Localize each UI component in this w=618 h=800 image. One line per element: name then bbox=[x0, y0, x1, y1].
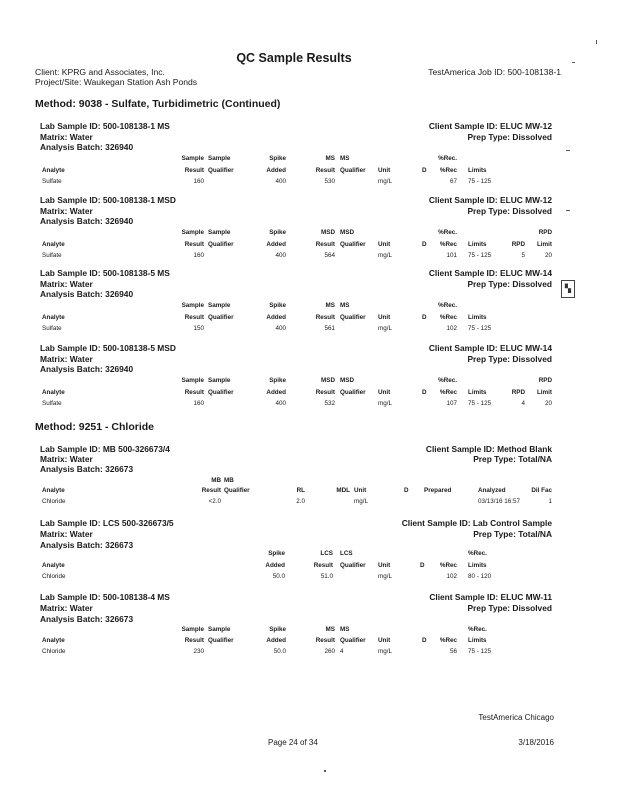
client-name: Client: KPRG and Associates, Inc. bbox=[35, 67, 165, 77]
table-cell: 400 bbox=[275, 252, 286, 259]
lab-sample-id: Lab Sample ID: 500-108138-4 MS bbox=[40, 592, 170, 602]
col-header: Spike bbox=[269, 155, 286, 162]
col-header: Analyte bbox=[42, 241, 65, 248]
scan-speck bbox=[566, 210, 570, 211]
col-header: Qualifier bbox=[208, 637, 234, 644]
col-header: Added bbox=[266, 389, 286, 396]
lab-sample-id: Lab Sample ID: LCS 500-326673/5 bbox=[40, 518, 174, 528]
spike-cell: 50.0 bbox=[272, 573, 285, 580]
table-cell: 102 bbox=[446, 325, 457, 332]
col-header: MS bbox=[325, 626, 335, 633]
rl-cell: 2.0 bbox=[296, 498, 305, 505]
table-cell: Sulfate bbox=[42, 400, 62, 407]
col-header: Unit bbox=[378, 389, 391, 396]
col-header: Limits bbox=[468, 241, 487, 248]
table-cell: mg/L bbox=[378, 400, 392, 407]
col-header: Qualifier bbox=[340, 314, 366, 321]
col-header: Unit bbox=[378, 241, 391, 248]
method-heading-sulfate: Method: 9038 - Sulfate, Turbidimetric (Continued) bbox=[35, 98, 281, 110]
col-header: Analyte bbox=[42, 637, 65, 644]
col-header: MB bbox=[211, 477, 221, 484]
table-cell: 400 bbox=[275, 400, 286, 407]
col-header: Limits bbox=[468, 314, 487, 321]
col-header: Sample bbox=[181, 626, 204, 633]
scan-speck bbox=[324, 770, 326, 772]
table-cell: 107 bbox=[446, 400, 457, 407]
col-header: Qualifier bbox=[208, 241, 234, 248]
footer-page-number: Page 24 of 34 bbox=[268, 738, 318, 747]
col-header: Limits bbox=[468, 167, 487, 174]
result-cell: <2.0 bbox=[208, 498, 221, 505]
unit-cell: mg/L bbox=[378, 573, 392, 580]
qualifier-cell: 4 bbox=[340, 648, 344, 655]
col-header: %Rec bbox=[439, 389, 457, 396]
table-cell: 160 bbox=[193, 178, 204, 185]
table-cell: 75 - 125 bbox=[468, 252, 492, 259]
col-header: RPD bbox=[511, 241, 525, 248]
col-header: Spike bbox=[268, 550, 285, 557]
col-header: Limit bbox=[536, 389, 552, 396]
col-header: Added bbox=[266, 167, 286, 174]
rec-cell: 56 bbox=[449, 648, 457, 655]
dilfac-cell: 1 bbox=[548, 498, 552, 505]
col-header: RL bbox=[296, 487, 305, 494]
col-header: MSD bbox=[321, 229, 335, 236]
col-header: MSD bbox=[340, 377, 354, 384]
col-header: RPD bbox=[538, 229, 552, 236]
limits-cell: 80 - 120 bbox=[468, 573, 492, 580]
col-header: MB bbox=[224, 477, 234, 484]
col-header: Sample bbox=[181, 302, 204, 309]
col-header: Added bbox=[266, 241, 286, 248]
lab-sample-id: Lab Sample ID: 500-108138-1 MS bbox=[40, 121, 170, 131]
col-header: %Rec. bbox=[438, 229, 457, 236]
margin-tab-icon: ▚ bbox=[561, 280, 575, 298]
col-header: Added bbox=[266, 637, 286, 644]
lab-sample-id: Lab Sample ID: 500-108138-5 MSD bbox=[40, 343, 176, 353]
col-header: RPD bbox=[511, 389, 525, 396]
col-header: Result bbox=[184, 637, 204, 644]
footer-lab-name: TestAmerica Chicago bbox=[478, 713, 554, 722]
table-cell: 4 bbox=[521, 400, 525, 407]
col-header: Sample bbox=[208, 626, 231, 633]
col-header: %Rec bbox=[439, 241, 457, 248]
col-header: %Rec. bbox=[468, 550, 487, 557]
col-header: Qualifier bbox=[208, 167, 234, 174]
col-header: Spike bbox=[269, 302, 286, 309]
unit-cell: mg/L bbox=[354, 498, 368, 505]
limits-cell: 75 - 125 bbox=[468, 648, 492, 655]
table-cell: 67 bbox=[449, 178, 457, 185]
col-header: Result bbox=[184, 241, 204, 248]
lab-sample-id: Lab Sample ID: 500-108138-5 MS bbox=[40, 268, 170, 278]
col-header: Analyte bbox=[42, 562, 65, 569]
col-header: Unit bbox=[378, 562, 391, 569]
col-header: Analyte bbox=[42, 314, 65, 321]
lab-sample-id: Lab Sample ID: 500-108138-1 MSD bbox=[40, 195, 176, 205]
col-header: Qualifier bbox=[224, 487, 250, 494]
sample-result-cell: 230 bbox=[193, 648, 204, 655]
analyte-cell: Chloride bbox=[42, 573, 66, 580]
table-cell: Sulfate bbox=[42, 178, 62, 185]
col-header: Result bbox=[315, 241, 335, 248]
col-header: MSD bbox=[340, 229, 354, 236]
client-sample-id: Client Sample ID: ELUC MW-12 bbox=[428, 195, 552, 205]
col-header: Sample bbox=[208, 377, 231, 384]
col-header: Unit bbox=[378, 314, 391, 321]
matrix: Matrix: Water bbox=[40, 603, 93, 613]
col-header: Result bbox=[184, 389, 204, 396]
spike-cell: 50.0 bbox=[273, 648, 286, 655]
col-header: Qualifier bbox=[208, 314, 234, 321]
col-header: %Rec. bbox=[438, 377, 457, 384]
client-sample-id: Client Sample ID: Lab Control Sample bbox=[401, 518, 552, 528]
analysis-batch: Analysis Batch: 326940 bbox=[40, 364, 134, 374]
analysis-batch: Analysis Batch: 326673 bbox=[40, 464, 134, 474]
col-header: Analyte bbox=[42, 487, 65, 494]
col-header: Dil Fac bbox=[531, 487, 552, 494]
col-header: Result bbox=[201, 487, 221, 494]
table-cell: 160 bbox=[193, 400, 204, 407]
unit-cell: mg/L bbox=[378, 648, 392, 655]
page-title: QC Sample Results bbox=[236, 51, 352, 65]
col-header: MSD bbox=[321, 377, 335, 384]
method-heading-chloride: Method: 9251 - Chloride bbox=[35, 421, 155, 433]
client-sample-id: Client Sample ID: ELUC MW-14 bbox=[428, 268, 552, 278]
prep-type: Prep Type: Total/NA bbox=[473, 454, 552, 464]
col-header: Sample bbox=[208, 229, 231, 236]
col-header: Spike bbox=[269, 626, 286, 633]
job-id: TestAmerica Job ID: 500-108138-1 bbox=[428, 67, 561, 77]
col-header: Qualifier bbox=[340, 562, 366, 569]
rec-cell: 102 bbox=[446, 573, 457, 580]
col-header: MS bbox=[325, 302, 335, 309]
col-header: Qualifier bbox=[340, 241, 366, 248]
col-header: RPD bbox=[538, 377, 552, 384]
col-header: Sample bbox=[181, 155, 204, 162]
col-header: Unit bbox=[354, 487, 367, 494]
col-header: %Rec bbox=[439, 167, 457, 174]
col-header: Qualifier bbox=[340, 637, 366, 644]
col-header: Prepared bbox=[424, 487, 452, 494]
prep-type: Prep Type: Dissolved bbox=[467, 206, 552, 216]
prep-type: Prep Type: Total/NA bbox=[473, 529, 552, 539]
col-header: Analyte bbox=[42, 389, 65, 396]
col-header: Result bbox=[315, 637, 335, 644]
col-header: D bbox=[422, 167, 427, 174]
result-cell: 260 bbox=[324, 648, 335, 655]
result-cell: 51.0 bbox=[320, 573, 333, 580]
table-cell: Sulfate bbox=[42, 252, 62, 259]
table-cell: mg/L bbox=[378, 178, 392, 185]
table-cell: 400 bbox=[275, 325, 286, 332]
analyzed-cell: 03/13/16 16:57 bbox=[478, 498, 521, 505]
table-cell: mg/L bbox=[378, 252, 392, 259]
col-header: D bbox=[404, 487, 409, 494]
col-header: D bbox=[422, 314, 427, 321]
col-header: D bbox=[422, 389, 427, 396]
col-header: Unit bbox=[378, 167, 391, 174]
col-header: MDL bbox=[336, 487, 350, 494]
analysis-batch: Analysis Batch: 326673 bbox=[40, 614, 134, 624]
col-header: Limit bbox=[536, 241, 552, 248]
col-header: MS bbox=[340, 626, 350, 633]
col-header: Result bbox=[315, 389, 335, 396]
table-cell: 561 bbox=[324, 325, 335, 332]
table-cell: Sulfate bbox=[42, 325, 62, 332]
col-header: Limits bbox=[468, 637, 487, 644]
matrix: Matrix: Water bbox=[40, 454, 93, 464]
col-header: Added bbox=[266, 314, 286, 321]
lab-sample-id: Lab Sample ID: MB 500-326673/4 bbox=[40, 444, 170, 454]
col-header: Qualifier bbox=[340, 389, 366, 396]
col-header: Limits bbox=[468, 389, 487, 396]
table-cell: 75 - 125 bbox=[468, 400, 492, 407]
col-header: MS bbox=[340, 302, 350, 309]
col-header: Result bbox=[184, 167, 204, 174]
col-header: Analyzed bbox=[478, 487, 506, 494]
col-header: %Rec bbox=[439, 562, 457, 569]
col-header: %Rec bbox=[439, 637, 457, 644]
col-header: Spike bbox=[269, 229, 286, 236]
col-header: Result bbox=[315, 167, 335, 174]
table-cell: 75 - 125 bbox=[468, 325, 492, 332]
table-cell: 530 bbox=[324, 178, 335, 185]
table-cell: mg/L bbox=[378, 325, 392, 332]
matrix: Matrix: Water bbox=[40, 354, 93, 364]
col-header: %Rec. bbox=[468, 626, 487, 633]
footer-date: 3/18/2016 bbox=[518, 738, 554, 747]
col-header: D bbox=[422, 637, 427, 644]
table-cell: 150 bbox=[193, 325, 204, 332]
col-header: Result bbox=[313, 562, 333, 569]
matrix: Matrix: Water bbox=[40, 206, 93, 216]
analysis-batch: Analysis Batch: 326940 bbox=[40, 289, 134, 299]
scan-speck bbox=[566, 150, 570, 151]
col-header: Sample bbox=[181, 377, 204, 384]
client-sample-id: Client Sample ID: ELUC MW-11 bbox=[429, 592, 552, 602]
col-header: Spike bbox=[269, 377, 286, 384]
col-header: Sample bbox=[181, 229, 204, 236]
analysis-batch: Analysis Batch: 326940 bbox=[40, 142, 134, 152]
prep-type: Prep Type: Dissolved bbox=[467, 354, 552, 364]
analyte-cell: Chloride bbox=[42, 648, 66, 655]
col-header: D bbox=[422, 241, 427, 248]
col-header: Added bbox=[265, 562, 285, 569]
table-cell: 160 bbox=[193, 252, 204, 259]
col-header: %Rec. bbox=[438, 155, 457, 162]
col-header: LCS bbox=[340, 550, 353, 557]
table-cell: 564 bbox=[324, 252, 335, 259]
project-site: Project/Site: Waukegan Station Ash Ponds bbox=[35, 77, 198, 87]
prep-type: Prep Type: Dissolved bbox=[467, 279, 552, 289]
col-header: MS bbox=[340, 155, 350, 162]
matrix: Matrix: Water bbox=[40, 132, 93, 142]
col-header: D bbox=[420, 562, 425, 569]
col-header: Qualifier bbox=[340, 167, 366, 174]
scan-speck bbox=[596, 40, 597, 44]
col-header: Sample bbox=[208, 302, 231, 309]
table-cell: 532 bbox=[324, 400, 335, 407]
prep-type: Prep Type: Dissolved bbox=[467, 603, 552, 613]
col-header: %Rec. bbox=[438, 302, 457, 309]
col-header: Unit bbox=[378, 637, 391, 644]
client-sample-id: Client Sample ID: ELUC MW-12 bbox=[428, 121, 552, 131]
analysis-batch: Analysis Batch: 326673 bbox=[40, 540, 134, 550]
table-cell: 101 bbox=[446, 252, 457, 259]
prep-type: Prep Type: Dissolved bbox=[467, 132, 552, 142]
matrix: Matrix: Water bbox=[40, 279, 93, 289]
analyte-cell: Chloride bbox=[42, 498, 66, 505]
client-sample-id: Client Sample ID: Method Blank bbox=[425, 444, 552, 454]
col-header: Result bbox=[315, 314, 335, 321]
matrix: Matrix: Water bbox=[40, 529, 93, 539]
col-header: LCS bbox=[320, 550, 333, 557]
col-header: Sample bbox=[208, 155, 231, 162]
analysis-batch: Analysis Batch: 326940 bbox=[40, 216, 134, 226]
col-header: Qualifier bbox=[208, 389, 234, 396]
col-header: Limits bbox=[468, 562, 487, 569]
col-header: Analyte bbox=[42, 167, 65, 174]
col-header: Result bbox=[184, 314, 204, 321]
col-header: %Rec bbox=[439, 314, 457, 321]
col-header: MS bbox=[325, 155, 335, 162]
table-cell: 75 - 125 bbox=[468, 178, 492, 185]
table-cell: 20 bbox=[544, 400, 552, 407]
client-sample-id: Client Sample ID: ELUC MW-14 bbox=[428, 343, 552, 353]
scan-speck bbox=[572, 62, 575, 63]
table-cell: 400 bbox=[275, 178, 286, 185]
table-cell: 20 bbox=[544, 252, 552, 259]
table-cell: 5 bbox=[521, 252, 525, 259]
